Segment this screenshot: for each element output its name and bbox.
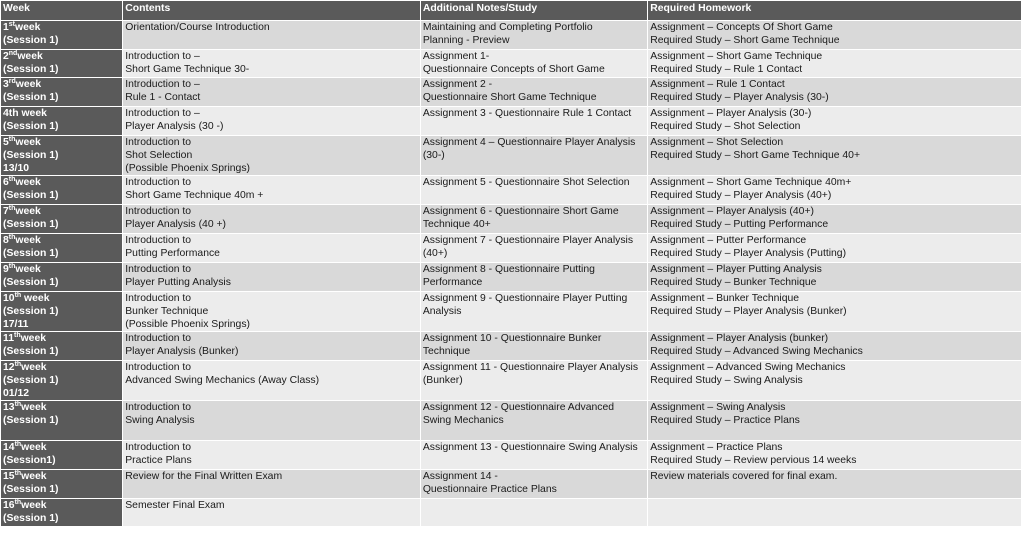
notes-line: Maintaining and Completing Portfolio [422,22,593,33]
week-label [3,176,120,189]
contents-line: Practice Plans [125,455,192,466]
session-label: (Session 1) [3,513,59,524]
contents-line: (Possible Phoenix Springs) [125,163,250,174]
table-row [1,499,1021,526]
week-number: 11 [3,333,14,344]
notes-cell [421,499,647,526]
notes-line: Assignment 9 - Questionnaire Player Putting [422,293,628,304]
week-ordinal-suffix: th [8,205,16,212]
week-label [3,263,120,276]
week-label [3,332,120,345]
week-word: week [15,264,41,275]
contents-line: Review for the Final Written Exam [125,471,283,482]
homework-cell [648,401,1021,440]
notes-line: Assignment 7 - Questionnaire Player Analysis [422,235,634,246]
notes-cell [421,205,647,233]
homework-line: Assignment – Practice Plans [650,442,783,453]
notes-cell [421,21,647,49]
week-word: week [21,402,47,413]
notes-line: (30-) [422,150,445,161]
homework-line: Assignment – Player Analysis (40+) [650,206,814,217]
week-cell [1,499,122,526]
week-number: 1 [3,22,9,33]
homework-line: Assignment – Advanced Swing Mechanics [650,362,846,373]
notes-line: Assignment 4 – Questionnaire Player Analysis [422,137,636,148]
homework-cell [648,292,1021,331]
homework-cell [648,107,1021,135]
contents-line: Introduction to – [125,51,200,62]
week-number: 16 [3,500,15,511]
week-word: week [17,51,43,62]
week-cell [1,205,122,233]
notes-line: Assignment 3 - Questionnaire Rule 1 Contact [422,108,632,119]
session-date: 17/11 [3,319,29,330]
schedule-body [1,21,1021,526]
session-date: 13/10 [3,163,30,174]
contents-line: Introduction to [125,235,192,246]
homework-line: Assignment – Player Putting Analysis [650,264,822,275]
homework-line: Required Study – Bunker Technique [650,277,817,288]
week-number: 3 [3,79,9,90]
week-cell [1,263,122,291]
session-label: (Session 1) [3,248,59,259]
homework-cell [648,136,1021,175]
week-word: week [21,293,50,304]
notes-line: Assignment 5 - Questionnaire Shot Selection [422,177,630,188]
contents-line: Introduction to [125,264,192,275]
contents-line: Introduction to [125,293,192,304]
header-row [1,1,1021,20]
week-ordinal-suffix: th [8,136,16,143]
week-label [3,441,120,454]
homework-cell [648,361,1021,400]
week-number: 12 [3,362,15,373]
contents-line: Short Game Technique 40m + [125,190,264,201]
homework-cell [648,78,1021,106]
week-cell [1,21,122,49]
notes-line: Assignment 14 - [422,471,498,482]
contents-line: Introduction to [125,402,192,413]
homework-line: Required Study – Player Analysis (40+) [650,190,832,201]
contents-cell [123,21,420,49]
contents-line: Introduction to [125,177,192,188]
header-homework: Required Homework [648,1,1021,20]
contents-line: Shot Selection [125,150,193,161]
week-cell [1,441,122,469]
homework-line: Required Study – Putting Performance [650,219,829,230]
week-label [3,361,120,374]
contents-line: Player Putting Analysis [125,277,231,288]
contents-cell [123,136,420,175]
notes-line: Assignment 1- [422,51,490,62]
homework-line: Required Study – Rule 1 Contact [650,64,803,75]
notes-cell [421,332,647,360]
homework-cell [648,176,1021,204]
notes-line: Questionnaire Concepts of Short Game [422,64,605,75]
session-label: (Session1) [3,455,56,466]
session-label: (Session 1) [3,484,59,495]
contents-cell [123,441,420,469]
notes-line: Assignment 10 - Questionnaire Bunker [422,333,602,344]
week-word: week [15,137,41,148]
contents-line: Introduction to – [125,108,200,119]
week-ordinal-suffix: th [8,176,16,183]
homework-line: Required Study – Shot Selection [650,121,801,132]
homework-line: Assignment – Concepts Of Short Game [650,22,833,33]
contents-line: Semester Final Exam [125,500,225,511]
contents-cell [123,263,420,291]
notes-line: Performance [422,277,483,288]
week-ordinal-suffix: th [8,263,16,270]
week-number: 5 [3,137,9,148]
week-cell [1,361,122,400]
week-number: 15 [3,471,15,482]
notes-cell [421,136,647,175]
table-row [1,136,1021,175]
session-label: (Session 1) [3,277,59,288]
week-number: 6 [3,177,9,188]
week-ordinal-suffix: th [13,332,21,339]
table-row [1,470,1021,498]
notes-line: Assignment 12 - Questionnaire Advanced [422,402,614,413]
week-label [3,107,120,120]
table-row [1,332,1021,360]
week-label [3,136,120,149]
homework-cell [648,50,1021,77]
notes-line: Assignment 8 - Questionnaire Putting [422,264,595,275]
contents-cell [123,176,420,204]
session-label: (Session 1) [3,64,59,75]
contents-line: (Possible Phoenix Springs) [125,319,250,330]
week-label [3,234,120,247]
notes-line: Assignment 2 - [422,79,493,90]
week-cell [1,78,122,106]
notes-line: Technique 40+ [422,219,491,230]
notes-line: Planning - Preview [422,35,510,46]
homework-line: Required Study – Short Game Technique 40+ [650,150,861,161]
table-row [1,78,1021,106]
week-word: week [21,442,47,453]
week-ordinal-suffix: th [14,441,22,448]
week-number: 2 [3,51,9,62]
week-word: week [15,79,42,90]
session-label: (Session 1) [3,219,59,230]
table-row [1,292,1021,331]
contents-line: Introduction to [125,333,192,344]
table-row [1,107,1021,135]
homework-cell [648,263,1021,291]
week-ordinal-suffix: st [8,21,16,28]
homework-line: Assignment – Player Analysis (30-) [650,108,812,119]
contents-cell [123,107,420,135]
week-cell [1,50,122,77]
session-label: (Session 1) [3,35,59,46]
notes-line: (Bunker) [422,375,463,386]
week-number: 13 [3,402,15,413]
session-label: (Session 1) [3,150,59,161]
week-word: week [15,22,41,33]
notes-cell [421,263,647,291]
notes-line: Assignment 6 - Questionnaire Short Game [422,206,619,217]
homework-line: Required Study – Review pervious 14 weeks [650,455,857,466]
week-label [3,205,120,218]
contents-line: Introduction to [125,206,192,217]
notes-cell [421,176,647,204]
homework-line: Required Study – Player Analysis (Bunker) [650,306,847,317]
homework-line: Assignment – Short Game Technique [650,51,823,62]
table-row [1,21,1021,49]
week-cell [1,401,122,440]
week-ordinal-suffix: th [14,361,22,368]
session-label: (Session 1) [3,415,59,426]
week-number: 4th week [3,108,47,119]
session-label: (Session 1) [3,306,59,317]
notes-cell [421,361,647,400]
contents-line: Introduction to [125,362,192,373]
homework-line: Assignment – Shot Selection [650,137,784,148]
homework-line: Assignment – Short Game Technique 40m+ [650,177,852,188]
week-number: 7 [3,206,9,217]
contents-line: Introduction to [125,442,192,453]
week-label [3,292,120,305]
week-cell [1,176,122,204]
homework-cell [648,499,1021,526]
table-row [1,234,1021,262]
notes-line: Analysis [422,306,462,317]
table-row [1,176,1021,204]
contents-cell [123,361,420,400]
homework-line: Required Study – Practice Plans [650,415,800,426]
contents-cell [123,401,420,440]
contents-cell [123,470,420,498]
week-cell [1,107,122,135]
week-word: week [21,362,47,373]
contents-line: Introduction to – [125,79,200,90]
contents-line: Player Analysis (Bunker) [125,346,239,357]
notes-line: (40+) [422,248,448,259]
contents-cell [123,499,420,526]
contents-line: Swing Analysis [125,415,195,426]
session-label: (Session 1) [3,121,59,132]
header-week: Week [1,1,122,20]
homework-line: Required Study – Advanced Swing Mechanics [650,346,863,357]
homework-cell [648,332,1021,360]
notes-cell [421,401,647,440]
notes-cell [421,470,647,498]
contents-cell [123,292,420,331]
homework-line: Required Study – Player Analysis (30-) [650,92,829,103]
week-ordinal-suffix: th [14,499,22,506]
contents-line: Rule 1 - Contact [125,92,201,103]
week-word: week [21,500,47,511]
session-label: (Session 1) [3,92,59,103]
homework-cell [648,470,1021,498]
homework-line: Assignment – Rule 1 Contact [650,79,785,90]
contents-line: Bunker Technique [125,306,209,317]
homework-cell [648,205,1021,233]
notes-line: Swing Mechanics [422,415,504,426]
contents-cell [123,332,420,360]
week-cell [1,332,122,360]
homework-line: Required Study – Swing Analysis [650,375,803,386]
week-cell [1,136,122,175]
homework-line: Assignment – Putter Performance [650,235,807,246]
week-cell [1,292,122,331]
table-row [1,263,1021,291]
notes-cell [421,292,647,331]
table-row [1,401,1021,440]
homework-cell [648,21,1021,49]
week-word: week [21,471,47,482]
week-word: week [20,333,47,344]
homework-cell [648,441,1021,469]
week-ordinal-suffix: nd [8,50,18,57]
week-label [3,401,120,414]
session-label: (Session 1) [3,190,59,201]
header-notes: Additional Notes/Study [421,1,647,20]
week-cell [1,234,122,262]
notes-cell [421,107,647,135]
homework-cell [648,234,1021,262]
notes-cell [421,50,647,77]
notes-cell [421,234,647,262]
week-label [3,50,120,63]
contents-cell [123,78,420,106]
week-label [3,78,120,91]
contents-line: Player Analysis (30 -) [125,121,224,132]
table-row [1,50,1021,77]
week-number: 10 [3,293,15,304]
homework-line: Assignment – Player Analysis (bunker) [650,333,829,344]
contents-line: Putting Performance [125,248,220,259]
week-label [3,470,120,483]
week-label [3,21,120,34]
week-ordinal-suffix: th [14,470,22,477]
week-ordinal-suffix: th [8,234,16,241]
notes-line: Questionnaire Practice Plans [422,484,557,495]
week-number: 9 [3,264,9,275]
notes-cell [421,78,647,106]
week-ordinal-suffix: rd [8,78,16,85]
homework-line: Required Study – Player Analysis (Putting) [650,248,847,259]
notes-cell [421,441,647,469]
week-ordinal-suffix: th [14,292,22,299]
week-cell [1,470,122,498]
table-row [1,361,1021,400]
homework-line: Review materials covered for final exam. [650,471,838,482]
table-row [1,205,1021,233]
homework-line: Required Study – Short Game Technique [650,35,840,46]
contents-line: Short Game Technique 30- [125,64,250,75]
notes-line: Questionnaire Short Game Technique [422,92,597,103]
week-word: week [15,206,41,217]
week-number: 8 [3,235,9,246]
table-row [1,441,1021,469]
contents-cell [123,234,420,262]
session-label: (Session 1) [3,346,59,357]
homework-line: Assignment – Bunker Technique [650,293,800,304]
week-label [3,499,120,512]
notes-line: Assignment 13 - Questionnaire Swing Analysis [422,442,638,453]
week-word: week [15,177,41,188]
session-label: (Session 1) [3,375,59,386]
header-contents: Contents [123,1,420,20]
session-date: 01/12 [3,388,30,399]
notes-line: Assignment 11 - Questionnaire Player Analysis [422,362,639,373]
contents-line: Advanced Swing Mechanics (Away Class) [125,375,320,386]
week-number: 14 [3,442,15,453]
contents-line: Introduction to [125,137,192,148]
homework-line: Assignment – Swing Analysis [650,402,786,413]
contents-line: Orientation/Course Introduction [125,22,270,33]
week-word: week [15,235,41,246]
notes-line: Technique [422,346,471,357]
week-ordinal-suffix: th [14,401,22,408]
contents-cell [123,205,420,233]
contents-line: Player Analysis (40 +) [125,219,227,230]
contents-cell [123,50,420,77]
